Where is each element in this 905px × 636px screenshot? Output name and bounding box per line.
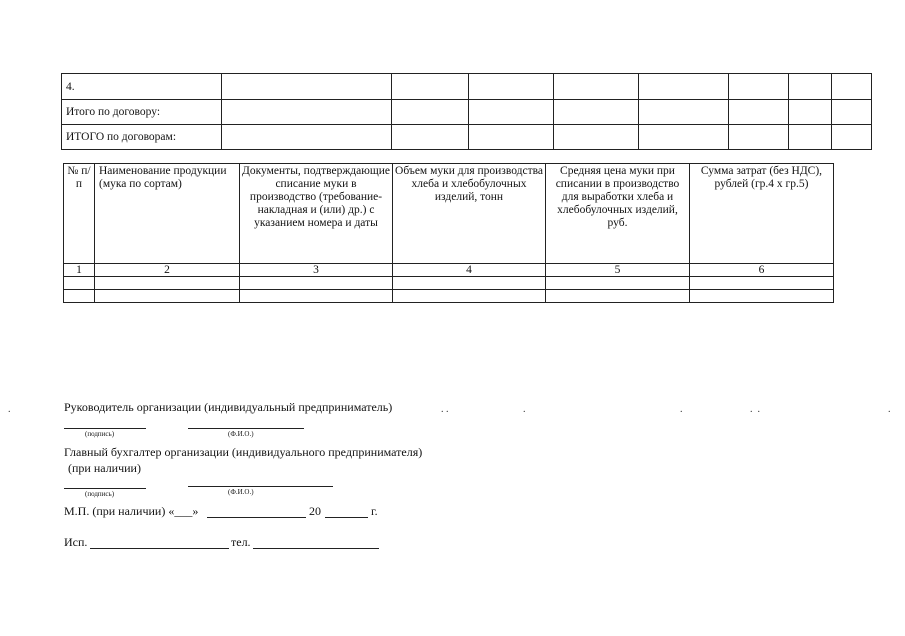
table-cell — [546, 277, 690, 290]
header-number: № п/п — [64, 164, 95, 264]
table-cell — [639, 100, 729, 125]
table-row — [62, 100, 872, 125]
executor-line — [90, 548, 229, 549]
scan-speck: . — [680, 404, 683, 415]
total-contracts-label: ИТОГО по договорам: — [62, 125, 222, 150]
table-cell — [392, 100, 469, 125]
date-month-line — [207, 517, 306, 518]
table-cell — [392, 125, 469, 150]
column-number: 4 — [393, 264, 546, 277]
column-number: 3 — [240, 264, 393, 277]
table-cell — [690, 277, 834, 290]
table-cell — [690, 290, 834, 303]
executor-label: Исп. — [64, 535, 88, 549]
head-signature-line — [64, 428, 146, 429]
table-cell — [469, 74, 554, 100]
column-number: 6 — [690, 264, 834, 277]
table-row — [62, 74, 872, 100]
table-cell — [546, 290, 690, 303]
phone-label: тел. — [231, 535, 251, 549]
table-cell — [469, 100, 554, 125]
year-suffix: г. — [371, 504, 378, 518]
header-average-price: Средняя цена муки при списании в производство для выработки хлеба и хлебобулочных изделий, руб. — [546, 164, 690, 264]
column-number-row — [64, 264, 834, 277]
accountant-name-hint: (Ф.И.О.) — [228, 488, 254, 496]
table-cell — [729, 100, 789, 125]
column-number: 5 — [546, 264, 690, 277]
table-cell — [789, 100, 832, 125]
table-row — [64, 277, 834, 290]
scan-speck: . — [888, 404, 891, 415]
chief-accountant-label: Главный бухгалтер организации (индивидуального предпринимателя) — [64, 445, 423, 459]
column-number: 2 — [95, 264, 240, 277]
head-name-hint: (Ф.И.О.) — [228, 430, 254, 438]
table-cell — [789, 74, 832, 100]
table-header-row — [64, 164, 834, 264]
scan-speck: . . — [750, 404, 760, 415]
chief-accountant-note: (при наличии) — [68, 461, 141, 475]
column-number: 1 — [64, 264, 95, 277]
row-number-cell: 4. — [62, 74, 222, 100]
table-cell — [222, 125, 392, 150]
table-cell — [832, 100, 872, 125]
head-signature-hint: (подпись) — [85, 430, 115, 438]
year-line — [325, 517, 368, 518]
table-cell — [393, 290, 546, 303]
total-contract-label: Итого по договору: — [62, 100, 222, 125]
table-cell — [392, 74, 469, 100]
table-cell — [393, 277, 546, 290]
table-cell — [64, 277, 95, 290]
accountant-signature-hint: (подпись) — [85, 490, 115, 498]
table-cell — [554, 74, 639, 100]
table-row — [62, 125, 872, 150]
phone-line — [253, 548, 379, 549]
stamp-label: М.П. (при наличии) «___» — [64, 504, 199, 518]
accountant-name-line — [188, 486, 333, 487]
table-cell — [222, 100, 392, 125]
table-cell — [729, 125, 789, 150]
flour-costs-table — [63, 163, 834, 303]
table-cell — [729, 74, 789, 100]
scan-speck: . — [8, 404, 11, 415]
table-cell — [832, 74, 872, 100]
table-row — [64, 290, 834, 303]
table-cell — [240, 290, 393, 303]
table-cell — [639, 74, 729, 100]
table-cell — [832, 125, 872, 150]
table-cell — [554, 125, 639, 150]
header-total-cost: Сумма затрат (без НДС), рублей (гр.4 х гр.5) — [690, 164, 834, 264]
scan-speck: . . — [441, 404, 449, 415]
header-flour-volume: Объем муки для производства хлеба и хлебобулочных изделий, тонн — [393, 164, 546, 264]
head-name-line — [188, 428, 304, 429]
table-cell — [789, 125, 832, 150]
table-cell — [240, 277, 393, 290]
year-label: 20 — [309, 504, 321, 518]
accountant-signature-line — [64, 488, 146, 489]
table-cell — [95, 290, 240, 303]
table-cell — [95, 277, 240, 290]
scan-speck: . — [523, 404, 526, 415]
head-of-organization-label: Руководитель организации (индивидуальный предприниматель) — [64, 400, 393, 414]
header-documents: Документы, подтверждающие списание муки в производство (требование-накладная и (или) др.) с указанием номера и даты — [240, 164, 393, 264]
table-cell — [639, 125, 729, 150]
table-cell — [554, 100, 639, 125]
header-product-name: Наименование продукции (мука по сортам) — [95, 164, 240, 264]
table-cell — [222, 74, 392, 100]
table-cell — [469, 125, 554, 150]
top-summary-table — [61, 73, 872, 150]
table-cell — [64, 290, 95, 303]
